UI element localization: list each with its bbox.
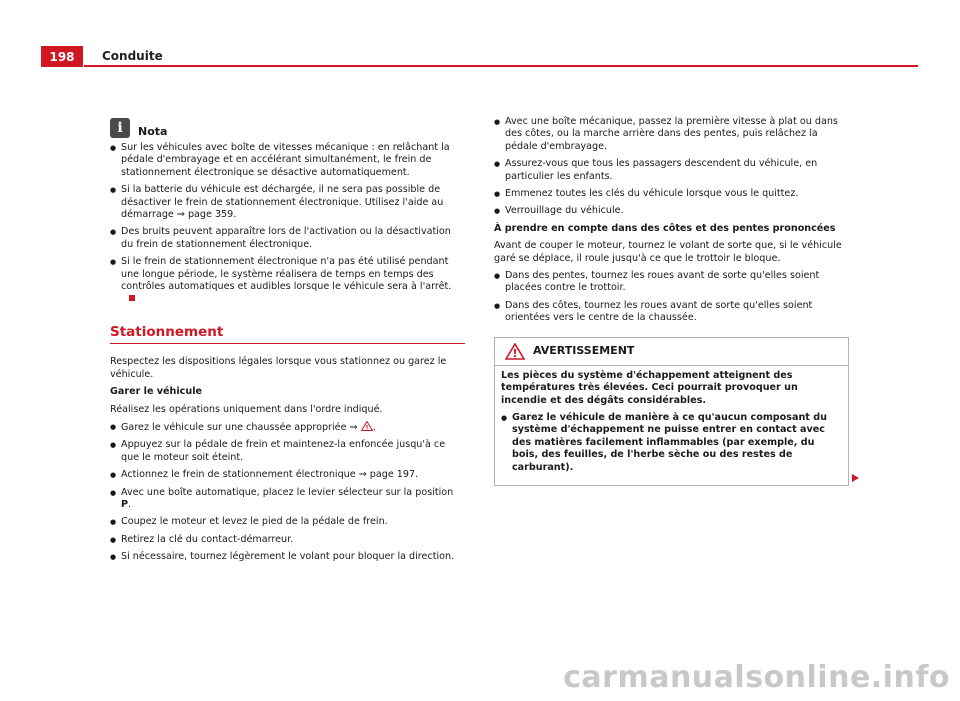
- warning-triangle-icon: [505, 343, 525, 360]
- nota-item-text: Si le frein de stationnement électronique n'a pas été utilisé pendant une longue période, le système réalisera de temps en temps des contrôles automatiques et audibles lorsque le véhicule sera à l'arrêt.: [121, 256, 452, 293]
- step-item: ● Verrouillage du véhicule.: [494, 205, 849, 217]
- watermark: carmanualsonline.info: [563, 660, 950, 695]
- pentes-paragraph: Avant de couper le moteur, tournez le volant de sorte que, si le véhicule garé se déplace, il roule jusqu'à ce que le trottoir le bloque.: [494, 240, 842, 264]
- nota-heading: [110, 118, 465, 138]
- nota-item: ● Des bruits peuvent apparaître lors de l'activation ou la désactivation du frein de stationnement électronique.: [110, 226, 465, 251]
- warning-title: AVERTISSEMENT: [533, 343, 635, 357]
- section-end-marker: [129, 295, 135, 301]
- warning-header: [495, 338, 848, 366]
- position-letter: P: [121, 498, 129, 510]
- step-item: ● Actionnez le frein de stationnement électronique ⇒ page 197.: [110, 469, 465, 481]
- step-item: ● Emmenez toutes les clés du véhicule lorsque vous le quittez.: [494, 188, 849, 200]
- section-intro: Respectez les dispositions légales lorsque vous stationnez ou garez le véhicule.: [110, 356, 447, 380]
- nota-title: Nota: [138, 124, 168, 138]
- header-rule: [84, 65, 918, 67]
- step-suffix: .: [372, 421, 376, 433]
- step-item: ● Dans des pentes, tournez les roues avant de sorte qu'elles soient placées contre le trottoir.: [494, 270, 849, 295]
- step-item: [110, 421, 465, 434]
- step-item: ● Avec une boîte mécanique, passez la première vitesse à plat ou dans des côtes, ou la marche arrière dans des pentes, puis relâchez la pédale d'embrayage.: [494, 116, 849, 153]
- nota-item: ● Sur les véhicules avec boîte de vitesses mécanique : en relâchant la pédale d'embrayage et en accélérant simultanément, le frein de stationnement électronique se désactive automatiquement.: [110, 142, 465, 179]
- step-item: ● Dans des côtes, tournez les roues avant de sorte qu'elles soient orientées vers le centre de la chaussée.: [494, 300, 849, 325]
- sub-intro: Réalisez les opérations uniquement dans l'ordre indiqué.: [110, 403, 383, 415]
- step-item: ● Retirez la clé du contact-démarreur.: [110, 534, 465, 546]
- continue-arrow-icon: [852, 474, 859, 482]
- warning-body: [495, 366, 848, 485]
- step-item: ● Si nécessaire, tournez légèrement le volant pour bloquer la direction.: [110, 551, 465, 563]
- subheading-garer: Garer le véhicule: [110, 386, 202, 398]
- step-item: ● Avec une boîte automatique, placez le levier sélecteur sur la position P.: [110, 487, 465, 512]
- svg-text:!: !: [365, 423, 369, 431]
- step-item: ● Coupez le moteur et levez le pied de la pédale de frein.: [110, 516, 465, 528]
- svg-text:!: !: [512, 346, 518, 360]
- info-icon: i: [110, 118, 130, 138]
- section-title: Stationnement: [110, 326, 465, 344]
- warning-paragraph: Les pièces du système d'échappement atteignent des températures très élevées. Ceci pourrait provoquer un incendie et des dégâts considérables.: [501, 369, 798, 406]
- step-item: ● Assurez-vous que tous les passagers descendent du véhicule, en particulier les enfants.: [494, 158, 849, 183]
- step-item: ● Appuyez sur la pédale de frein et maintenez-la enfoncée jusqu'à ce que le moteur soit éteint.: [110, 439, 465, 464]
- chapter-title: Conduite: [102, 49, 163, 63]
- subheading-pentes: À prendre en compte dans des côtes et des pentes prononcées: [494, 222, 836, 234]
- stationnement-section: [110, 323, 465, 344]
- nota-item: ● Si la batterie du véhicule est déchargée, il ne sera pas possible de désactiver le frein de stationnement électronique. Utilisez l'aide au démarrage ⇒ page 359.: [110, 184, 465, 221]
- page-number: 198: [41, 46, 83, 67]
- step-text: Avec une boîte automatique, placez le levier sélecteur sur la position: [121, 486, 454, 498]
- warning-triangle-icon: [361, 421, 373, 431]
- warning-item: ● Garez le véhicule de manière à ce qu'aucun composant du système d'échappement ne puisse entrer en contact avec des matières facilement inflammables (par exemple, du bois, des feuilles, de l'herbe sèche ou des restes de carburant).: [501, 412, 838, 474]
- right-column: [494, 116, 849, 486]
- warning-box: [494, 337, 849, 486]
- nota-item: [110, 256, 465, 306]
- left-column: [110, 118, 465, 569]
- step-text: Garez le véhicule sur une chaussée appropriée ⇒: [121, 421, 358, 433]
